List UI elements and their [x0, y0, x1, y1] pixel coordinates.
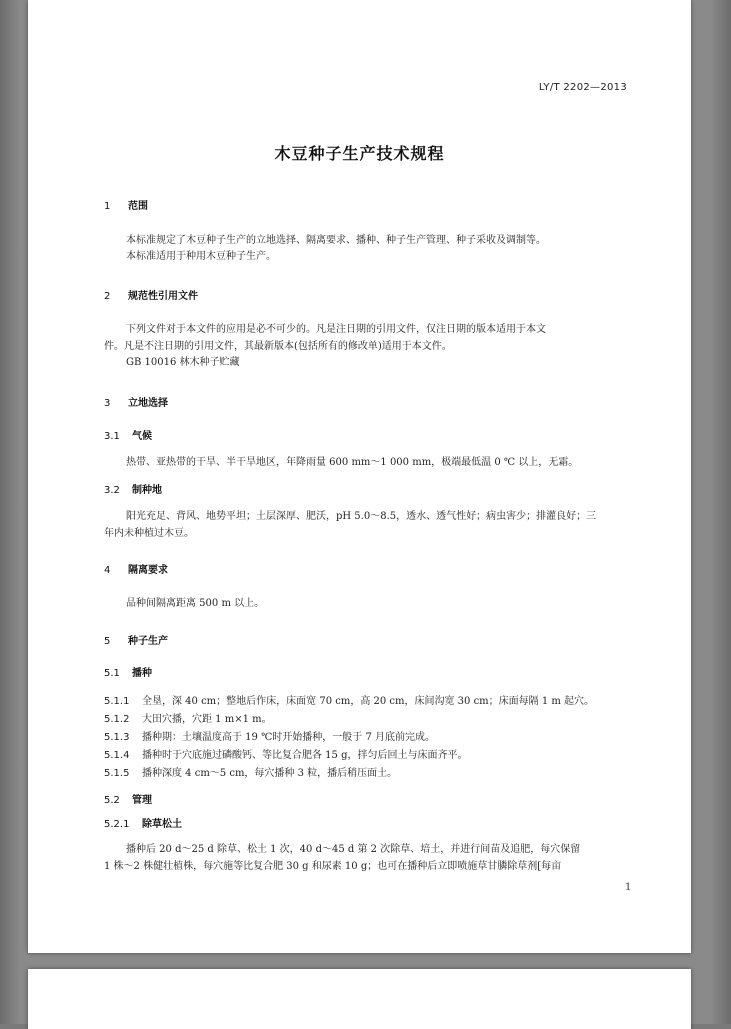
section-title: 种子生产 [128, 636, 168, 647]
standard-code: LY/T 2202—2013 [538, 82, 627, 93]
section-number: 4 [104, 565, 111, 576]
section-5-1-heading [104, 664, 152, 679]
section-3-heading [104, 394, 168, 409]
page-title: 木豆种子生产技术规程 [274, 144, 445, 163]
paragraph: 年内未种植过木豆。 [104, 528, 194, 539]
paragraph: 品种间隔离距离 500 m 以上。 [126, 598, 265, 609]
item-number: 5.1.4 [104, 750, 130, 761]
item-number: 5.1.1 [104, 696, 130, 707]
section-number: 3.1 [104, 431, 120, 442]
section-title: 制种地 [132, 485, 162, 496]
item-text: 大田穴播，穴距 1 m×1 m。 [142, 714, 272, 725]
section-1-heading [104, 197, 148, 212]
section-title: 立地选择 [128, 398, 168, 409]
list-item [104, 764, 397, 779]
item-text: 播种深度 4 cm～5 cm，每穴播种 3 粒，播后稍压面土。 [142, 768, 398, 779]
item-number: 5.1.5 [104, 768, 130, 779]
section-number: 5 [104, 636, 111, 647]
paragraph: 阳光充足、背风、地势平坦；土层深厚、肥沃，pH 5.0～8.5，透水、透气性好；病虫害少；排灌良好；三 [126, 511, 597, 522]
item-number: 5.1.2 [104, 714, 130, 725]
section-title: 除草松土 [142, 819, 182, 830]
section-title: 隔离要求 [128, 565, 168, 576]
section-title: 范围 [128, 201, 148, 212]
paragraph: 本标准规定了木豆种子生产的立地选择、隔离要求、播种、种子生产管理、种子采收及调制等。 [126, 235, 546, 246]
section-title: 播种 [132, 668, 152, 679]
section-4-heading [104, 561, 168, 576]
section-title: 气候 [132, 431, 152, 442]
list-item [104, 692, 594, 707]
paragraph: 件。凡是不注日期的引用文件，其最新版本(包括所有的修改单)适用于本文件。 [104, 341, 452, 352]
paragraph: 本标准适用于种用木豆种子生产。 [126, 251, 276, 262]
next-page [28, 969, 691, 1029]
reference-entry: GB 10016 林木种子贮藏 [126, 357, 240, 368]
list-item [104, 728, 435, 743]
section-number: 3 [104, 398, 111, 409]
section-title: 规范性引用文件 [128, 291, 198, 302]
paragraph: 1 株～2 株健壮植株，每穴施等比复合肥 30 g 和尿素 10 g；也可在播种后立即喷施草甘膦除草剂[每亩 [104, 861, 562, 872]
section-5-2-heading [104, 791, 152, 806]
paragraph: 播种后 20 d～25 d 除草、松土 1 次，40 d～45 d 第 2 次除草、培土，并进行间苗及追肥，每穴保留 [126, 844, 581, 855]
section-5-heading [104, 632, 168, 647]
item-number: 5.1.3 [104, 732, 130, 743]
section-3-2-heading [104, 481, 162, 496]
item-text: 播种时于穴底施过磷酸钙、等比复合肥各 15 g，拌匀后回土与床面齐平。 [142, 750, 468, 761]
section-number: 5.2 [104, 795, 120, 806]
item-text: 播种期：土壤温度高于 19 ℃时开始播种，一般于 7 月底前完成。 [142, 732, 435, 743]
section-number: 5.2.1 [104, 819, 130, 830]
paragraph: 下列文件对于本文件的应用是必不可少的。凡是注日期的引用文件，仅注日期的版本适用于本文 [126, 324, 546, 335]
section-number: 3.2 [104, 485, 120, 496]
section-5-2-1-heading [104, 815, 182, 830]
page-number: 1 [625, 882, 632, 893]
document-page [28, 0, 691, 953]
item-text: 全垦，深 40 cm；整地后作床，床面宽 70 cm，高 20 cm，床间沟宽 30 cm；床面每隔 1 m 起穴。 [142, 696, 595, 707]
section-3-1-heading [104, 427, 152, 442]
section-2-heading [104, 287, 198, 302]
section-title: 管理 [132, 795, 152, 806]
paragraph: 热带、亚热带的干旱、半干旱地区，年降雨量 600 mm～1 000 mm，极端最低温 0 ℃ 以上，无霜。 [126, 457, 579, 468]
list-item [104, 710, 272, 725]
section-number: 1 [104, 201, 111, 212]
list-item [104, 746, 467, 761]
section-number: 5.1 [104, 668, 120, 679]
section-number: 2 [104, 291, 111, 302]
